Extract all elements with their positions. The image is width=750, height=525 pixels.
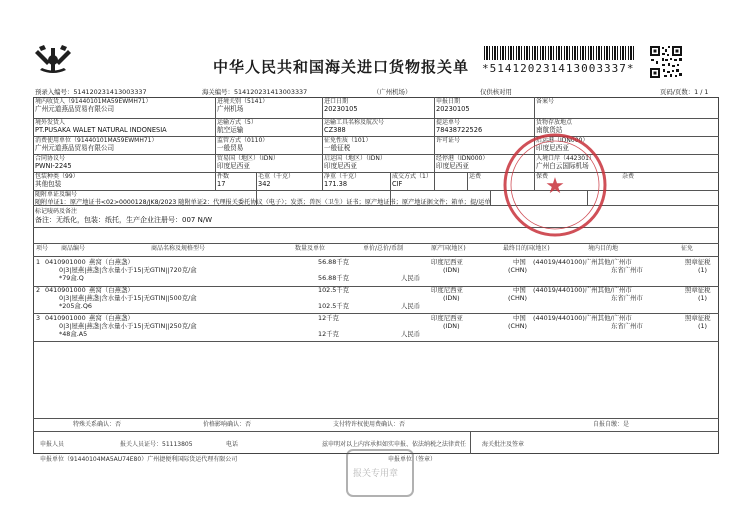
declare-date-value: 20230105 — [436, 105, 470, 113]
item-qty1: 12千克 — [318, 314, 339, 322]
item-no: 3 — [36, 314, 41, 322]
vehicle-cell — [322, 118, 434, 136]
levy-value: 一般征税 — [324, 144, 351, 152]
consumer-label: 消费使用单位（91440101MA59EWMH71） — [35, 137, 158, 144]
document-title: 中华人民共和国海关进口货物报关单 — [213, 58, 470, 76]
import-date-label: 进口日期 — [324, 98, 349, 105]
svg-text:★: ★ — [545, 174, 565, 199]
entry-site-label: 入境口岸（442301） — [536, 155, 595, 162]
shipper-value: PT.PUSAKA WALET NATURAL INDONESIA — [35, 126, 167, 134]
levy-cell — [322, 136, 434, 154]
freight-label: 运费 — [469, 173, 482, 180]
depart-country-value: 印度尼西亚 — [324, 162, 357, 170]
phone-label: 电话 — [226, 441, 239, 448]
usage-note: 仅供核对用 — [480, 88, 512, 96]
col-no: 项号 — [36, 245, 49, 252]
customs-emblem — [34, 44, 72, 80]
item-levy: 照章征税 — [685, 258, 711, 266]
item-name: 燕窝（白燕盏） — [89, 286, 134, 294]
item-qty2: 102.5千克 — [318, 302, 350, 310]
customs-emblem-icon — [34, 44, 72, 76]
pieces-label: 件数 — [217, 173, 230, 180]
transit-port-value: 印度尼西亚 — [436, 162, 469, 170]
vehicle-label: 运输工具名称及航次号 — [324, 119, 385, 126]
item-levy-code: (1) — [698, 294, 708, 302]
qr-code-icon — [650, 46, 682, 78]
item-currency: 人民币 — [401, 330, 421, 338]
col-code: 商品编号 — [61, 245, 86, 252]
item-origin: 印度尼西亚 — [431, 286, 463, 294]
item-spec: 0|3|屋燕|燕盏|含水量小于15|无GTIN||720克/盒 — [59, 266, 197, 274]
package-cell — [33, 172, 215, 190]
item-code: 0410901000 — [45, 314, 86, 322]
transport-mode-label: 运输方式（5） — [217, 119, 257, 126]
customs-name: （广州机场） — [373, 88, 412, 96]
misc-label: 杂费 — [622, 173, 635, 180]
origin-port-label: 启运港（IDN000） — [536, 137, 589, 144]
contract-value: PWNI-2245 — [35, 162, 72, 170]
customs-number-label: 海关编号： — [202, 88, 234, 96]
depart-country-cell — [322, 154, 434, 172]
consignee-label: 境内收货人（91440101MA59EWMH71） — [35, 98, 152, 105]
item-domestic: (44019/440100)广州其他/广州市 — [533, 286, 632, 294]
item-origin: 印度尼西亚 — [431, 258, 463, 266]
item-domestic: (44019/440100)广州其他/广州市 — [533, 258, 632, 266]
package-label: 包装种类（99） — [35, 173, 79, 180]
item-extra: *205盒.Q6 — [59, 302, 92, 310]
self-report: 自报自缴：是 — [593, 421, 630, 428]
shipper-label: 境外发货人 — [35, 119, 66, 126]
col-domestic: 境内目的地 — [588, 245, 619, 252]
consumer-cell — [33, 136, 215, 154]
pre-entry-value: 514120231413003337 — [73, 88, 147, 96]
qr-code — [650, 46, 682, 82]
item-no: 1 — [36, 258, 41, 266]
depart-country-label: 启运国（地区）（IDN） — [324, 155, 386, 162]
stamp-text: 报关专用章 — [353, 469, 399, 479]
seal-label: 申报单位（签章） — [388, 456, 437, 463]
col-price: 单价/总价/币制 — [363, 245, 404, 252]
declaration-stamp — [345, 448, 415, 502]
item-dest: 中国 — [513, 258, 526, 266]
seal-icon — [500, 130, 610, 240]
declare-date-label: 申报日期 — [436, 98, 461, 105]
trade-country-label: 贸易国（地区）（IDN） — [217, 155, 279, 162]
pieces-value: 17 — [217, 180, 226, 188]
item-domestic2: 东省广州市 — [611, 322, 643, 330]
marks-cell — [33, 207, 719, 227]
item-levy-code: (1) — [698, 266, 708, 274]
gross-value: 342 — [258, 180, 271, 188]
package-value: 其他包装 — [35, 180, 62, 188]
declarant-cert: 报关人员证号：51113805 — [120, 441, 193, 448]
docs-label: 随附单证及编号 — [35, 191, 78, 198]
goods-header-row — [33, 245, 719, 255]
contract-label: 合同协议号 — [35, 155, 66, 162]
item-origin-code: (IDN) — [443, 266, 460, 274]
goods-item-3 — [33, 314, 719, 340]
entry-port-cell — [215, 97, 322, 118]
special-relation: 特殊关系确认：否 — [73, 421, 122, 428]
barcode-text: *514120231413003337* — [482, 62, 635, 75]
trade-country-cell — [215, 154, 322, 172]
bill-value: 78438722526 — [436, 126, 483, 134]
supervision-label: 监管方式（0110） — [217, 137, 269, 144]
col-dest: 最终目的国(地区) — [503, 245, 550, 252]
consignee-cell — [33, 97, 215, 118]
item-no: 2 — [36, 286, 41, 294]
page-count: 页码/页数：1 / 1 — [660, 88, 709, 96]
pre-entry-number — [35, 88, 147, 96]
item-code: 0410901000 — [45, 258, 86, 266]
filing-cell — [534, 97, 719, 118]
transit-port-label: 经停港（IDN000） — [436, 155, 489, 162]
barcode — [484, 46, 636, 60]
col-levy: 征免 — [681, 245, 694, 252]
declaring-unit: 申报单位（91440104MA5AU74E80）广州捷便利国际货运代理有限公司 — [40, 456, 238, 463]
customs-number — [202, 88, 307, 96]
misc-cell — [620, 172, 719, 190]
item-name: 燕窝（白燕盏） — [89, 258, 134, 266]
item-currency: 人民币 — [401, 274, 421, 282]
item-domestic2: 东省广州市 — [611, 266, 643, 274]
gross-label: 毛重（千克） — [258, 173, 295, 180]
declarant-label: 申报人员 — [40, 441, 65, 448]
item-code: 0410901000 — [45, 286, 86, 294]
item-spec: 0|3|屋燕|燕盏|含水量小于15|无GTIN||500克/盒 — [59, 294, 197, 302]
declare-date-cell — [434, 97, 534, 118]
item-levy: 照章征税 — [685, 286, 711, 294]
transport-mode-value: 航空运输 — [217, 126, 244, 134]
deal-label: 成交方式（1） — [392, 173, 432, 180]
deal-value: CIF — [392, 180, 403, 188]
net-cell — [322, 172, 390, 190]
item-domestic: (44019/440100)广州其他/广州市 — [533, 314, 632, 322]
net-value: 171.38 — [324, 180, 348, 188]
item-currency: 人民币 — [401, 302, 421, 310]
item-origin-code: (IDN) — [443, 294, 460, 302]
net-label: 净重（千克） — [324, 173, 361, 180]
supervision-cell — [215, 136, 322, 154]
consignee-value: 广州元道燕品贸易有限公司 — [35, 105, 115, 113]
col-origin: 原产国(地区) — [431, 245, 466, 252]
storage-label: 货物存放地点 — [536, 119, 573, 126]
item-dest-code: (CHN) — [508, 294, 528, 302]
goods-item-1 — [33, 258, 719, 284]
docs-value: 随附单证1：原产地证书<02>0000128/JK8/2023 随附单证2：代理报关委托协议（电子）；发票；兽医（卫生）证书；原产地证书；原产地证据文件；箱单；提/运单 — [35, 199, 491, 206]
license-label: 许可证号 — [436, 137, 461, 144]
levy-label: 征免性质（101） — [324, 137, 372, 144]
item-name: 燕窝（白燕盏） — [89, 314, 134, 322]
col-qty: 数量及单位 — [295, 245, 326, 252]
item-qty2: 56.88千克 — [318, 274, 350, 282]
entry-site-value: 广州白云国际机场 — [536, 162, 589, 170]
trade-country-value: 印度尼西亚 — [217, 162, 250, 170]
vehicle-value: CZ388 — [324, 126, 346, 134]
item-spec: 0|3|屋燕|燕盏|含水量小于15|无GTIN||250克/盒 — [59, 322, 197, 330]
col-name: 商品名称及规格型号 — [151, 245, 206, 252]
item-qty1: 102.5千克 — [318, 286, 350, 294]
company-seal — [500, 130, 610, 244]
royalty: 支付特许权使用费确认：否 — [333, 421, 406, 428]
bill-label: 提运单号 — [436, 119, 461, 126]
goods-item-2 — [33, 286, 719, 312]
pre-entry-label: 预录入编号： — [35, 88, 74, 96]
item-dest-code: (CHN) — [508, 322, 528, 330]
item-qty1: 56.88千克 — [318, 258, 350, 266]
origin-port-value: 印度尼西亚 — [536, 144, 569, 152]
customs-number-value: 514120231413003337 — [233, 88, 308, 96]
gross-cell — [256, 172, 322, 190]
marks-label: 标记唛码及备注 — [35, 208, 78, 215]
shipper-cell — [33, 118, 215, 136]
item-levy: 照章征税 — [685, 314, 711, 322]
consumer-value: 广州元道燕品贸易有限公司 — [35, 144, 115, 152]
customs-note-label: 海关批注及签章 — [482, 441, 525, 448]
item-origin: 印度尼西亚 — [431, 314, 463, 322]
transport-mode-cell — [215, 118, 322, 136]
item-dest: 中国 — [513, 286, 526, 294]
pieces-cell — [215, 172, 256, 190]
item-dest: 中国 — [513, 314, 526, 322]
item-extra: *48盒.A5 — [59, 330, 88, 338]
marks-value: 备注：无纸化，包装：纸托，生产企业注册号：007 N/W — [35, 216, 213, 224]
entry-port-label: 进境关别（5141） — [217, 98, 269, 105]
deal-cell — [390, 172, 467, 190]
item-dest-code: (CHN) — [508, 266, 528, 274]
item-qty2: 12千克 — [318, 330, 339, 338]
storage-value: 南航货站 — [536, 126, 563, 134]
item-domestic2: 东省广州市 — [611, 294, 643, 302]
item-origin-code: (IDN) — [443, 322, 460, 330]
contract-cell — [33, 154, 215, 172]
import-date-value: 20230105 — [324, 105, 358, 113]
import-date-cell — [322, 97, 434, 118]
supervision-value: 一般贸易 — [217, 144, 244, 152]
item-extra: *79盒.Q — [59, 274, 84, 282]
item-levy-code: (1) — [698, 322, 708, 330]
statement: 兹申明对以上内容承担如实申报、依法纳税之法律责任 — [322, 441, 467, 448]
entry-port-value: 广州机场 — [217, 105, 244, 113]
insurance-label: 保费 — [536, 173, 549, 180]
filing-label: 备案号 — [536, 98, 555, 105]
price-impact: 价格影响确认：否 — [203, 421, 252, 428]
